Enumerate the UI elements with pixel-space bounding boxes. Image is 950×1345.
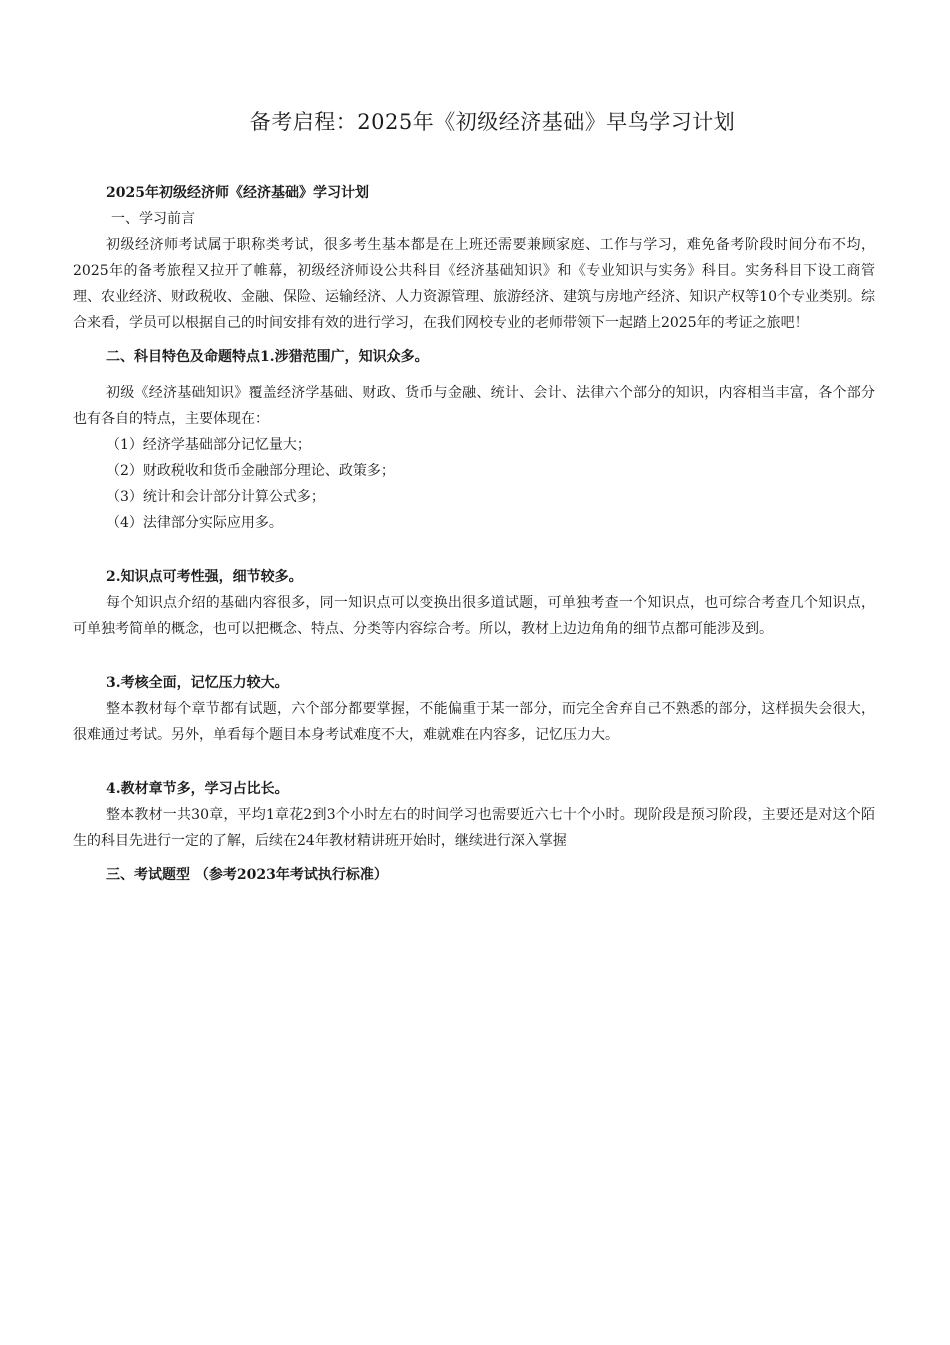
point-4-heading: 4.教材章节多，学习占比长。 <box>106 781 289 797</box>
section-1-paragraph: 初级经济师考试属于职称类考试，很多考生基本都是在上班还需要兼顾家庭、工作与学习，难免备考阶段时间分布不均，2025年的备考旅程又拉开了帷幕，初级经济师设公共科目《经济基础知识》和《专业知识与实务》科目。实务科目下设工商管理、农业经济、财政税收、金融、保险、运输经济、人力资源管理、旅游经济、建筑与房地产经济、知识产权等10个专业类别。综合来看，学员可以根据自己的时间安排有效的进行学习，在我们网校专业的老师带领下一起踏上2025年的考证之旅吧！ <box>73 237 875 331</box>
spacer <box>73 748 875 776</box>
spacer <box>73 854 875 862</box>
spacer <box>73 642 875 670</box>
section-3-heading: 三、考试题型 （参考2023年考试执行标准） <box>106 867 388 883</box>
list-item: （1）经济学基础部分记忆量大； <box>106 437 311 453</box>
list-item: （2）财政税收和货币金融部分理论、政策多； <box>106 463 395 479</box>
section-1-heading: 一、学习前言 <box>111 211 195 227</box>
document-title: 备考启程：2025年《初级经济基础》早鸟学习计划 <box>249 110 736 134</box>
point-3-paragraph: 整本教材每个章节都有试题，六个部分都要掌握，不能偏重于某一部分，而完全舍弃自己不熟悉的部分，这样损失会很大，很难通过考试。另外，单看每个题目本身考试难度不大，难就难在内容多，记忆压力大。 <box>73 701 875 743</box>
list-item: （4）法律部分实际应用多。 <box>106 515 283 531</box>
spacer <box>73 336 875 344</box>
point-2-heading: 2.知识点可考性强，细节较多。 <box>106 569 303 585</box>
point-2-paragraph: 每个知识点介绍的基础内容很多，同一知识点可以变换出很多道试题，可单独考查一个知识点，也可综合考查几个知识点，可单独考简单的概念，也可以把概念、特点、分类等内容综合考。所以，教材上边边角角的细节点都可能涉及到。 <box>73 595 875 637</box>
point-3-heading: 3.考核全面，记忆压力较大。 <box>106 675 289 691</box>
section-2-paragraph: 初级《经济基础知识》覆盖经济学基础、财政、货币与金融、统计、会计、法律六个部分的知识，内容相当丰富，各个部分也有各自的特点，主要体现在： <box>73 385 875 427</box>
spacer <box>73 536 875 564</box>
document-body <box>73 180 875 888</box>
point-4-paragraph: 整本教材一共30章，平均1章花2到3个小时左右的时间学习也需要近六七十个小时。现阶段是预习阶段，主要还是对这个陌生的科目先进行一定的了解，后续在24年教材精讲班开始时，继续进行深入掌握 <box>73 807 875 849</box>
plan-subtitle: 2025年初级经济师《经济基础》学习计划 <box>106 185 369 201</box>
spacer <box>73 370 875 380</box>
list-item: （3）统计和会计部分计算公式多； <box>106 489 325 505</box>
section-2-heading: 二、科目特色及命题特点1.涉猎范围广，知识众多。 <box>106 349 429 365</box>
